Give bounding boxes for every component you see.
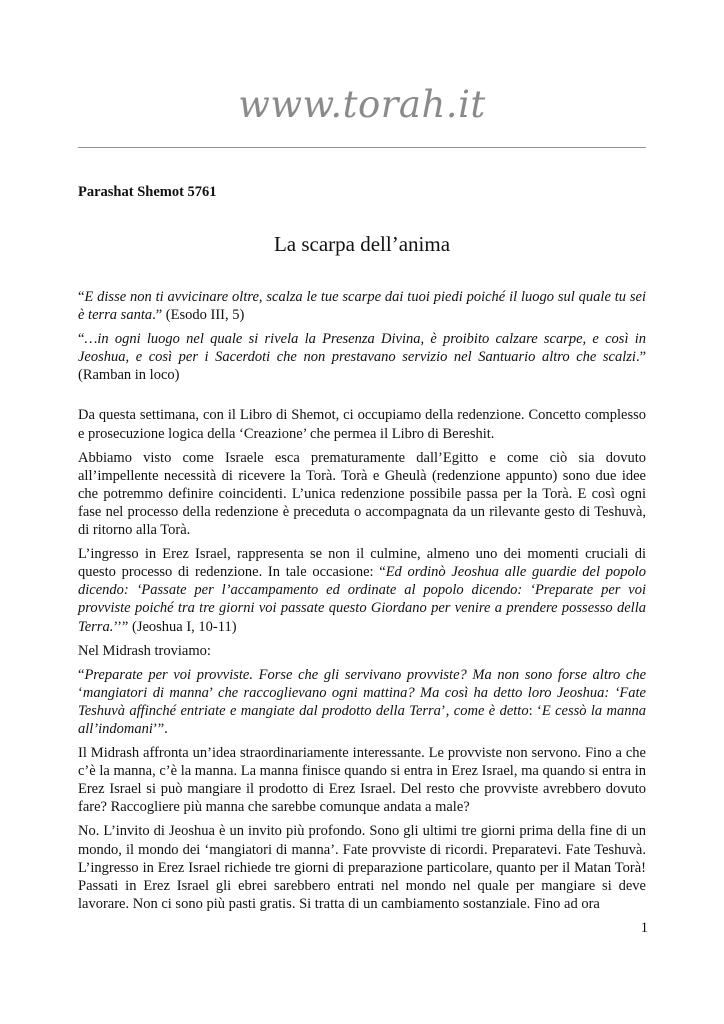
paragraph-7: No. L’invito di Jeoshua è un invito più profondo. Sono gli ultimi tre giorni prima della fine di un mondo, il mondo dei ‘mangiatori di manna’. Fate provviste di ricordi. Preparatevi. Fate Teshuvà. L’ingresso in Erez Israel richiede tre giorni di preparazione particolare, quanto per il Matan Torà! Passati in Erez Israel gli ebrei sarebbero entrati nel mondo nel quale per mangiare si deve lavorare. Non ci sono più pasti gratis. Si tratta di un cambiamento sostanziale. Fino ad ora [78, 823, 646, 912]
midrash-punct-3: ’, [440, 702, 454, 719]
site-logo: www.torah.it [238, 83, 486, 126]
quote-close: ’”. [152, 720, 168, 737]
midrash-text-1: Preparate per voi provviste. Forse che gli servivano provviste? Ma non sono forse altro che [84, 666, 646, 683]
paragraph-4: Nel Midrash troviamo: [78, 642, 211, 659]
paragraph-2: Abbiamo visto come Israele esca prematuramente dall’Egitto e come ciò sia dovuto all’impellente necessità di ricevere la Torà. Torà e Gheulà (redenzione appunto) sono due idee che potremmo definire coincidenti. L’unica redenzione possibile passa per la Torà. E così ogni fase nel processo della redenzione è preceduta o accompagnata da un rilevante gesto di Teshuvà, di ritorno alla Torà. [78, 449, 646, 539]
page-number: 1 [640, 920, 648, 936]
document-body [78, 288, 646, 913]
midrash-text-2: mangiatori di manna [82, 684, 209, 701]
paragraph-3-quote: Ed ordinò Jeoshua alle guardie del popolo dicendo: ‘Passate per l’accampamento ed ordinate al popolo dicendo: ‘Preparate per voi provviste poiché tra tre giorni voi passate questo Giordano per venire a prendere possesso della Terra. [78, 564, 647, 635]
quote-exodus [78, 288, 646, 324]
page-title: La scarpa dell’anima [273, 232, 451, 256]
paragraph-5-midrash [78, 666, 646, 738]
paragraph-3-intro: L’ingresso in Erez Israel, rappresenta se non il culmine, almeno uno dei momenti cruciali di questo processo di redenzione. In tale occasione: “ [78, 546, 646, 581]
paragraph-1: Da questa settimana, con il Libro di Shemot, ci occupiamo della redenzione. Concetto complesso e prosecuzione logica della ‘Creazione’ che permea il Libro di Bereshit. [78, 407, 646, 442]
midrash-punct-4: : ‘ [528, 702, 542, 719]
quote-ramban [78, 330, 646, 384]
quote-open: “ [78, 331, 85, 348]
quote-open: “ [78, 666, 85, 683]
quote-ramban-source: .” (Ramban in loco) [78, 349, 646, 384]
quote-exodus-text: E disse non ti avvicinare oltre, scalza le tue scarpe dai tuoi piedi poiché il luogo sul quale tu sei è terra santa [78, 289, 646, 324]
midrash-text-4: come è detto [453, 702, 529, 719]
paragraph-6: Il Midrash affronta un’idea straordinariamente interessante. Le provviste non servono. Fino a che c’è la manna, c’è la manna. La manna finisce quando si entra in Erez Israel, ma quando si entra in Erez Israel si può mangiare il prodotto di Erez Israel. Del resto che provviste avrebbero dovuto fare? Raccogliere più manna che sarebbe comunque andata a male? [78, 745, 646, 816]
midrash-punct-2: ’ [208, 684, 219, 701]
midrash-text-5: E cessò la manna all’indomani [78, 702, 646, 737]
quote-open: “ [78, 289, 85, 305]
parasha-heading: Parashat Shemot 5761 [78, 184, 217, 200]
paragraph-3-source: ’’” (Jeoshua I, 10-11) [113, 618, 237, 635]
midrash-punct-1: ‘ [78, 684, 83, 701]
paragraph-3 [78, 545, 646, 635]
header-divider [78, 147, 646, 148]
quote-exodus-source: .” (Esodo III, 5) [152, 307, 245, 324]
midrash-text-3: che raccoglievano ogni mattina? Ma così ha detto loro Jeoshua: ‘Fate Teshuvà affinché entriate e mangiate dal prodotto della Terra [78, 684, 646, 719]
quote-ramban-text: …in ogni luogo nel quale si rivela la Presenza Divina, è proibito calzare scarpe, e così in Jeoshua, e così per i Sacerdoti che non prestavano servizio nel Santuario altro che scalzi [78, 331, 646, 366]
